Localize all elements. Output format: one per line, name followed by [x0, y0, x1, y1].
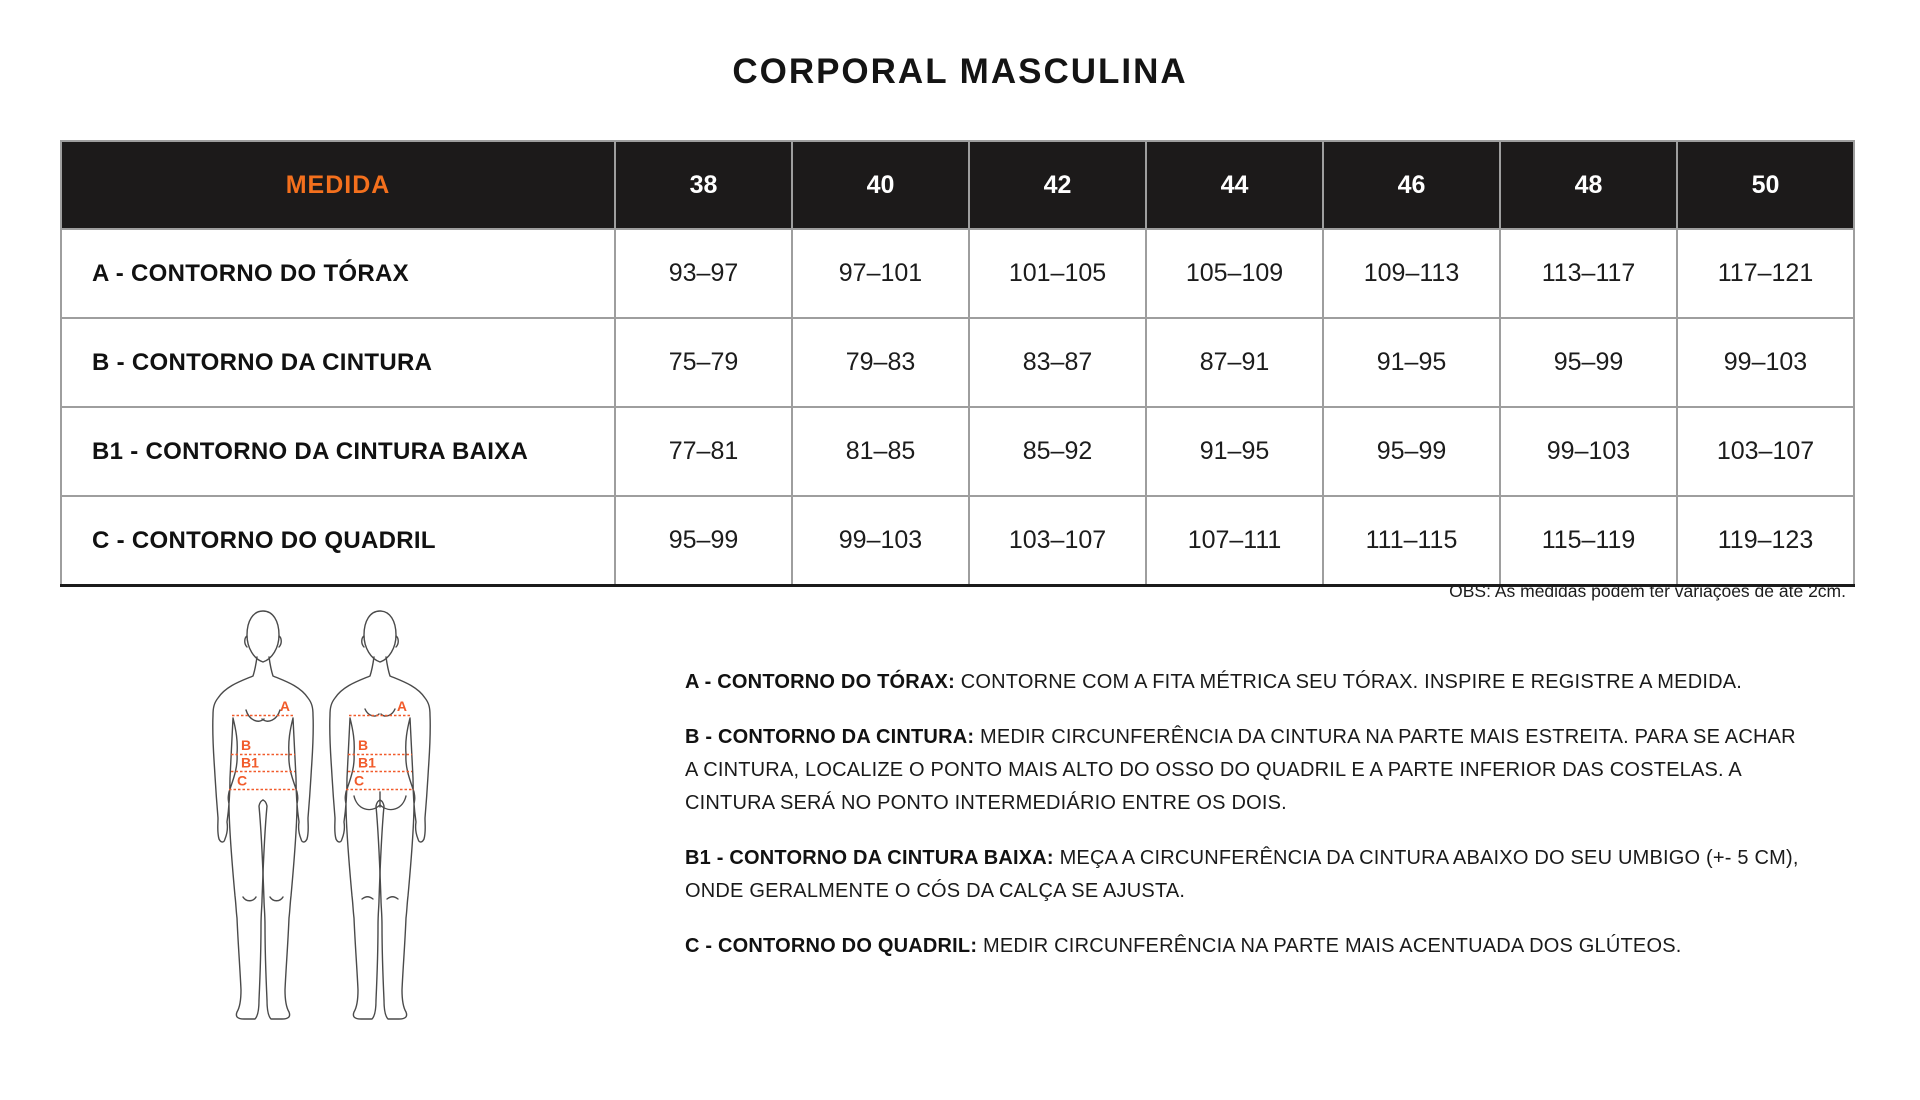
knee-line-right: [270, 897, 283, 901]
row-label-cintura-baixa: B1 - CONTORNO DA CINTURA BAIXA: [61, 407, 615, 496]
column-header-size-38: 38: [615, 141, 792, 229]
table-row-cintura: [61, 318, 1854, 407]
instruction-cintura-baixa: [685, 842, 1805, 908]
instruction-cintura-baixa-label: B1 - CONTORNO DA CINTURA BAIXA:: [685, 847, 1054, 869]
cell-quadril-38: 95–99: [615, 496, 792, 586]
cell-torax-50: 117–121: [1677, 229, 1854, 318]
marker-label-c: C: [354, 772, 365, 789]
cell-quadril-48: 115–119: [1500, 496, 1677, 586]
body-outline-front: [213, 611, 314, 1019]
cell-cintura-baixa-46: 95–99: [1323, 407, 1500, 496]
cell-quadril-42: 103–107: [969, 496, 1146, 586]
marker-label-c: C: [237, 772, 248, 789]
cell-quadril-44: 107–111: [1146, 496, 1323, 586]
instruction-torax-label: A - CONTORNO DO TÓRAX:: [685, 671, 955, 693]
table-row-cintura-baixa: [61, 407, 1854, 496]
instruction-torax-text: CONTORNE COM A FITA MÉTRICA SEU TÓRAX. INSPIRE E REGISTRE A MEDIDA.: [960, 671, 1743, 693]
knee-back-left: [362, 897, 373, 899]
knee-back-right: [387, 897, 398, 899]
cell-cintura-baixa-38: 77–81: [615, 407, 792, 496]
marker-label-b: B: [241, 737, 252, 753]
row-label-torax: A - CONTORNO DO TÓRAX: [61, 229, 615, 318]
cell-cintura-50: 99–103: [1677, 318, 1854, 407]
gluteal-fold-left: [354, 796, 380, 810]
instruction-torax: [685, 666, 1805, 699]
marker-label-a: A: [396, 698, 407, 714]
shoulder-blade-right: [381, 709, 395, 716]
column-header-medida: MEDIDA: [61, 141, 615, 229]
page-title: CORPORAL MASCULINA: [732, 52, 1188, 91]
cell-cintura-baixa-44: 91–95: [1146, 407, 1323, 496]
cell-cintura-38: 75–79: [615, 318, 792, 407]
cell-torax-46: 109–113: [1323, 229, 1500, 318]
figure-back: [330, 611, 431, 1019]
measurement-variation-note: OBS: As medidas podem ter variações de até 2cm.: [1449, 581, 1846, 601]
column-header-size-46: 46: [1323, 141, 1500, 229]
cell-cintura-44: 87–91: [1146, 318, 1323, 407]
body-measurement-diagram: [193, 608, 473, 1033]
cell-cintura-baixa-40: 81–85: [792, 407, 969, 496]
measurement-instructions: [685, 666, 1805, 985]
cell-cintura-baixa-48: 99–103: [1500, 407, 1677, 496]
marker-label-b: B: [358, 737, 369, 753]
cell-cintura-46: 91–95: [1323, 318, 1500, 407]
column-header-size-42: 42: [969, 141, 1146, 229]
column-header-size-44: 44: [1146, 141, 1323, 229]
knee-line-left: [243, 897, 256, 901]
cell-torax-48: 113–117: [1500, 229, 1677, 318]
gluteal-fold-right: [380, 796, 406, 810]
cell-torax-42: 101–105: [969, 229, 1146, 318]
column-header-size-48: 48: [1500, 141, 1677, 229]
marker-label-a: A: [279, 698, 290, 714]
cell-cintura-baixa-42: 85–92: [969, 407, 1146, 496]
row-label-quadril: C - CONTORNO DO QUADRIL: [61, 496, 615, 586]
instruction-cintura-label: B - CONTORNO DA CINTURA:: [685, 726, 975, 748]
instruction-cintura-text: MEDIR CIRCUNFERÊNCIA DA CINTURA NA PARTE MAIS ESTREITA. PARA SE ACHAR A CINTURA, LOCALIZE O PONTO MAIS ALTO DO OSSO DO QUADRIL E A PARTE INFERIOR DAS COSTELAS. A CINTURA SERÁ NO PONTO INTERMEDIÁRIO ENTRE OS DOIS.: [685, 726, 1796, 814]
instruction-cintura: [685, 721, 1805, 820]
column-header-size-50: 50: [1677, 141, 1854, 229]
marker-label-b1: B1: [358, 754, 376, 771]
cell-quadril-50: 119–123: [1677, 496, 1854, 586]
table-row-quadril: [61, 496, 1854, 586]
instruction-cintura-baixa-text: MEÇA A CIRCUNFERÊNCIA DA CINTURA ABAIXO DO SEU UMBIGO (+- 5 CM), ONDE GERALMENTE O CÓS DA CALÇA SE AJUSTA.: [685, 847, 1799, 902]
row-label-cintura: B - CONTORNO DA CINTURA: [61, 318, 615, 407]
figure-front: [213, 611, 314, 1019]
cell-cintura-42: 83–87: [969, 318, 1146, 407]
column-header-size-40: 40: [792, 141, 969, 229]
marker-label-b1: B1: [241, 754, 259, 771]
instruction-quadril: [685, 930, 1805, 963]
cell-torax-44: 105–109: [1146, 229, 1323, 318]
cell-cintura-48: 95–99: [1500, 318, 1677, 407]
cell-quadril-40: 99–103: [792, 496, 969, 586]
cell-torax-38: 93–97: [615, 229, 792, 318]
instruction-quadril-label: C - CONTORNO DO QUADRIL:: [685, 935, 978, 957]
table-row-torax: [61, 229, 1854, 318]
instruction-quadril-text: MEDIR CIRCUNFERÊNCIA NA PARTE MAIS ACENTUADA DOS GLÚTEOS.: [982, 935, 1682, 957]
cell-quadril-46: 111–115: [1323, 496, 1500, 586]
cell-torax-40: 97–101: [792, 229, 969, 318]
cell-cintura-baixa-50: 103–107: [1677, 407, 1854, 496]
size-table: [60, 140, 1855, 587]
table-header-row: [61, 141, 1854, 229]
body-outline-back: [330, 611, 431, 1019]
cell-cintura-40: 79–83: [792, 318, 969, 407]
